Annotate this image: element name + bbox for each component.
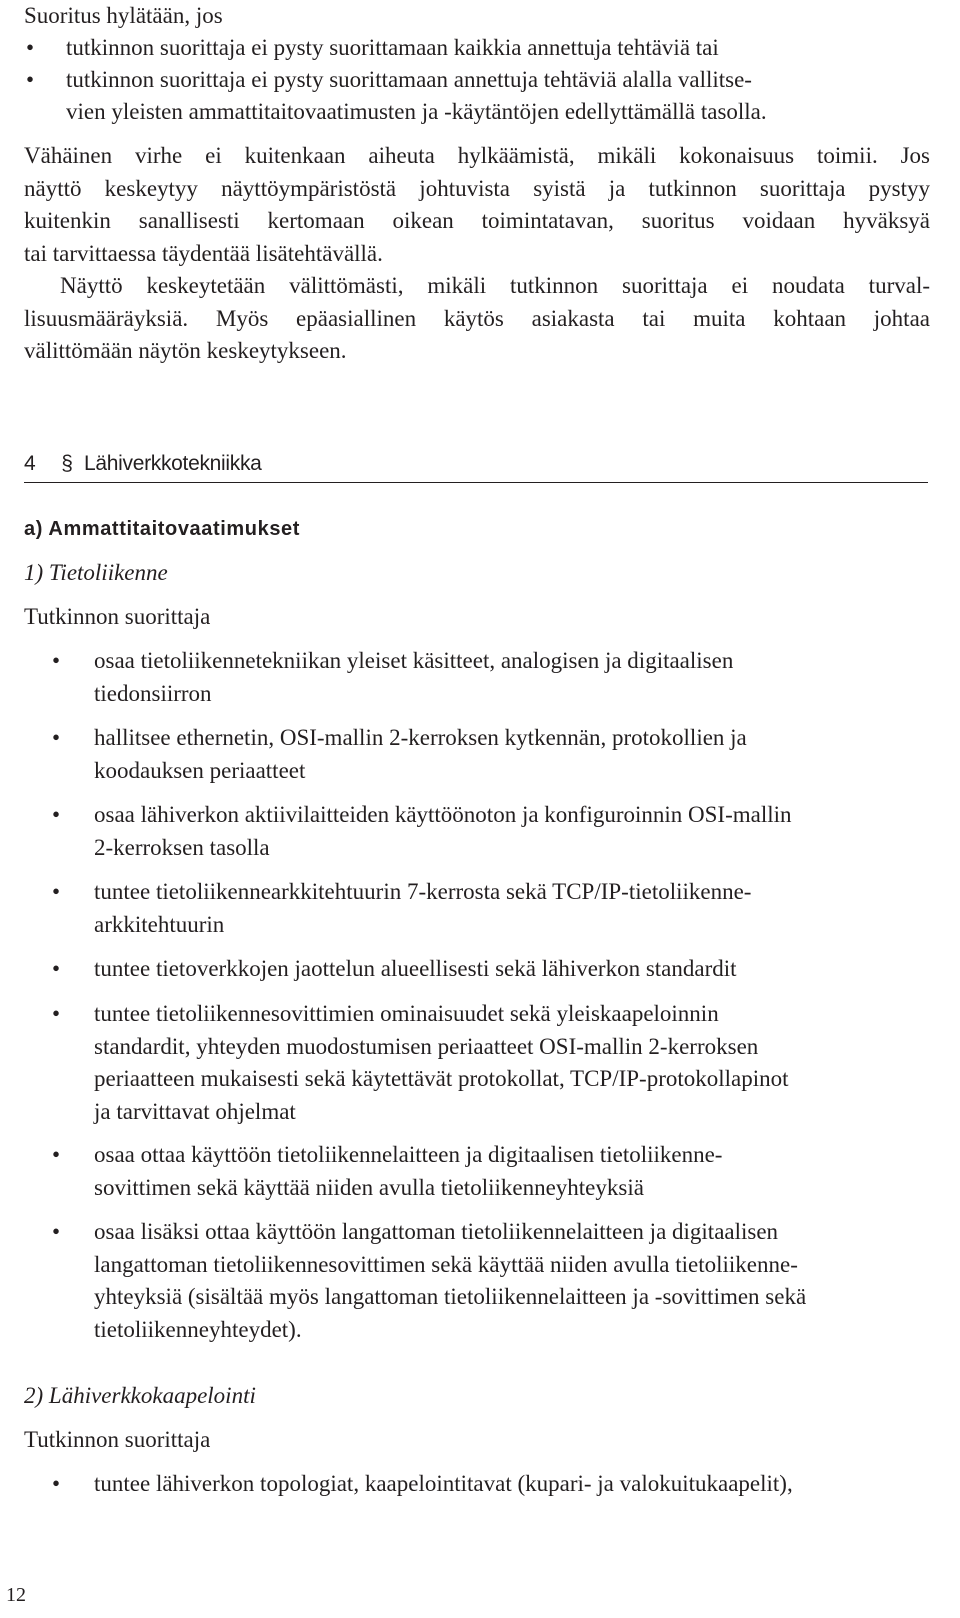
text-line: sovittimen sekä käyttää niiden avulla tietoliikenneyhteyksiä xyxy=(94,1174,644,1200)
text-line: osaa ottaa käyttöön tietoliikennelaitteen ja digitaalisen tietoliikenne- xyxy=(94,1142,723,1167)
bullet-icon: • xyxy=(52,956,61,981)
section-title: Lähiverkkotekniikka xyxy=(84,452,262,475)
text-line: näyttö keskeytyy näyttöympäristöstä johtuvista syistä ja tutkinnon suorittaja pystyy xyxy=(24,175,930,201)
text-line: arkkitehtuurin xyxy=(94,911,225,937)
bullet-icon: • xyxy=(26,35,35,60)
text-line: langattoman tietoliikennesovittimen sekä käyttää niiden avulla tietoliikenne- xyxy=(94,1251,798,1277)
text-line: tai tarvittaessa täydentää lisätehtävällä. xyxy=(24,240,383,266)
intro-bullet-1-line-1: tutkinnon suorittaja ei pysty suorittamaan kaikkia annettuja tehtäviä tai xyxy=(66,35,719,60)
list-item xyxy=(52,799,930,864)
text-line: Vähäinen virhe ei kuitenkaan aiheuta hylkäämistä, mikäli kokonaisuus toimii. Jos xyxy=(24,143,930,168)
text-line: tuntee tietoliikennesovittimien ominaisuudet sekä yleiskaapeloinnin xyxy=(94,1001,719,1026)
bullet-icon: • xyxy=(52,648,61,673)
section-mark: § xyxy=(61,452,73,475)
intro-paragraph-1 xyxy=(24,140,930,270)
bullet-icon: • xyxy=(52,879,61,904)
bullet-icon: • xyxy=(52,1219,61,1244)
text-line: yhteyksiä (sisältää myös langattoman tietoliikennelaitteen ja -sovittimen sekä xyxy=(94,1284,807,1309)
text-line: osaa lähiverkon aktiivilaitteiden käyttöönoton ja konfiguroinnin OSI-mallin xyxy=(94,802,792,827)
intro-bullet-2-cont xyxy=(66,96,767,129)
text-line: periaatteen mukaisesti sekä käytettävät protokollat, TCP/IP-protokollapinot xyxy=(94,1066,789,1091)
text-line: Näyttö keskeytetään välittömästi, mikäli tutkinnon suorittaja ei noudata turval- xyxy=(60,273,930,298)
bullet-icon: • xyxy=(26,67,35,92)
intro-lead: Suoritus hylätään, jos xyxy=(24,3,223,28)
text-line: tietoliikenneyhteydet). xyxy=(94,1316,302,1342)
text-line: koodauksen periaatteet xyxy=(94,757,306,783)
section-heading xyxy=(24,448,262,481)
page-number: 12 xyxy=(6,1584,26,1606)
subheading: a) Ammattitaitovaatimukset xyxy=(24,518,301,540)
list-item xyxy=(52,645,930,710)
intro-bullet-2 xyxy=(26,64,752,97)
text-line: hallitsee ethernetin, OSI-mallin 2-kerroksen kytkennän, protokollien ja xyxy=(94,725,747,750)
text-line: tiedonsiirron xyxy=(94,680,212,706)
list-item xyxy=(52,1468,930,1501)
bullet-icon: • xyxy=(52,1142,61,1167)
bullet-icon: • xyxy=(52,1001,61,1026)
intro-bullet-2-line-1: tutkinnon suorittaja ei pysty suorittamaan annettuja tehtäviä alalla vallitse- xyxy=(66,67,752,92)
list-item xyxy=(52,1216,930,1346)
section-rule xyxy=(24,482,928,483)
bullet-icon: • xyxy=(52,802,61,827)
list-item xyxy=(52,953,930,986)
list-item xyxy=(52,876,930,941)
list-item xyxy=(52,1139,930,1204)
part-lead: Tutkinnon suorittaja xyxy=(24,1427,211,1452)
text-line: 2-kerroksen tasolla xyxy=(94,834,270,860)
text-line: osaa tietoliikennetekniikan yleiset käsitteet, analogisen ja digitaalisen xyxy=(94,648,734,673)
part-title: 1) Tietoliikenne xyxy=(24,560,168,585)
text-line: tuntee tietoliikennearkkitehtuurin 7-kerrosta sekä TCP/IP-tietoliikenne- xyxy=(94,879,752,904)
bullet-icon: • xyxy=(52,725,61,750)
section-number: 4 xyxy=(24,452,36,475)
intro-paragraph-2 xyxy=(24,270,930,368)
text-line: välittömään näytön keskeytykseen. xyxy=(24,338,347,363)
text-line: kuitenkin sanallisesti kertomaan oikean toimintatavan, suoritus voidaan hyväksyä xyxy=(24,208,930,233)
intro-bullet-2-line-2: vien yleisten ammattitaitovaatimusten ja -käytäntöjen edellyttämällä tasolla. xyxy=(66,99,767,124)
list-item xyxy=(52,722,930,787)
intro-bullet-1 xyxy=(26,32,719,65)
text-line: tuntee lähiverkon topologiat, kaapelointitavat (kupari- ja valokuitukaapelit), xyxy=(94,1471,793,1496)
part-lead: Tutkinnon suorittaja xyxy=(24,604,211,629)
bullet-icon: • xyxy=(52,1471,61,1496)
text-line: tuntee tietoverkkojen jaottelun alueellisesti sekä lähiverkon standardit xyxy=(94,956,737,981)
list-item xyxy=(52,998,930,1128)
text-line: osaa lisäksi ottaa käyttöön langattoman tietoliikennelaitteen ja digitaalisen xyxy=(94,1219,779,1244)
text-line: standardit, yhteyden muodostumisen periaatteet OSI-mallin 2-kerroksen xyxy=(94,1033,759,1059)
text-line: lisuusmääräyksiä. Myös epäasiallinen käytös asiakasta tai muita kohtaan johtaa xyxy=(24,305,930,331)
text-line: ja tarvittavat ohjelmat xyxy=(94,1098,296,1124)
part-title: 2) Lähiverkkokaapelointi xyxy=(24,1383,256,1408)
